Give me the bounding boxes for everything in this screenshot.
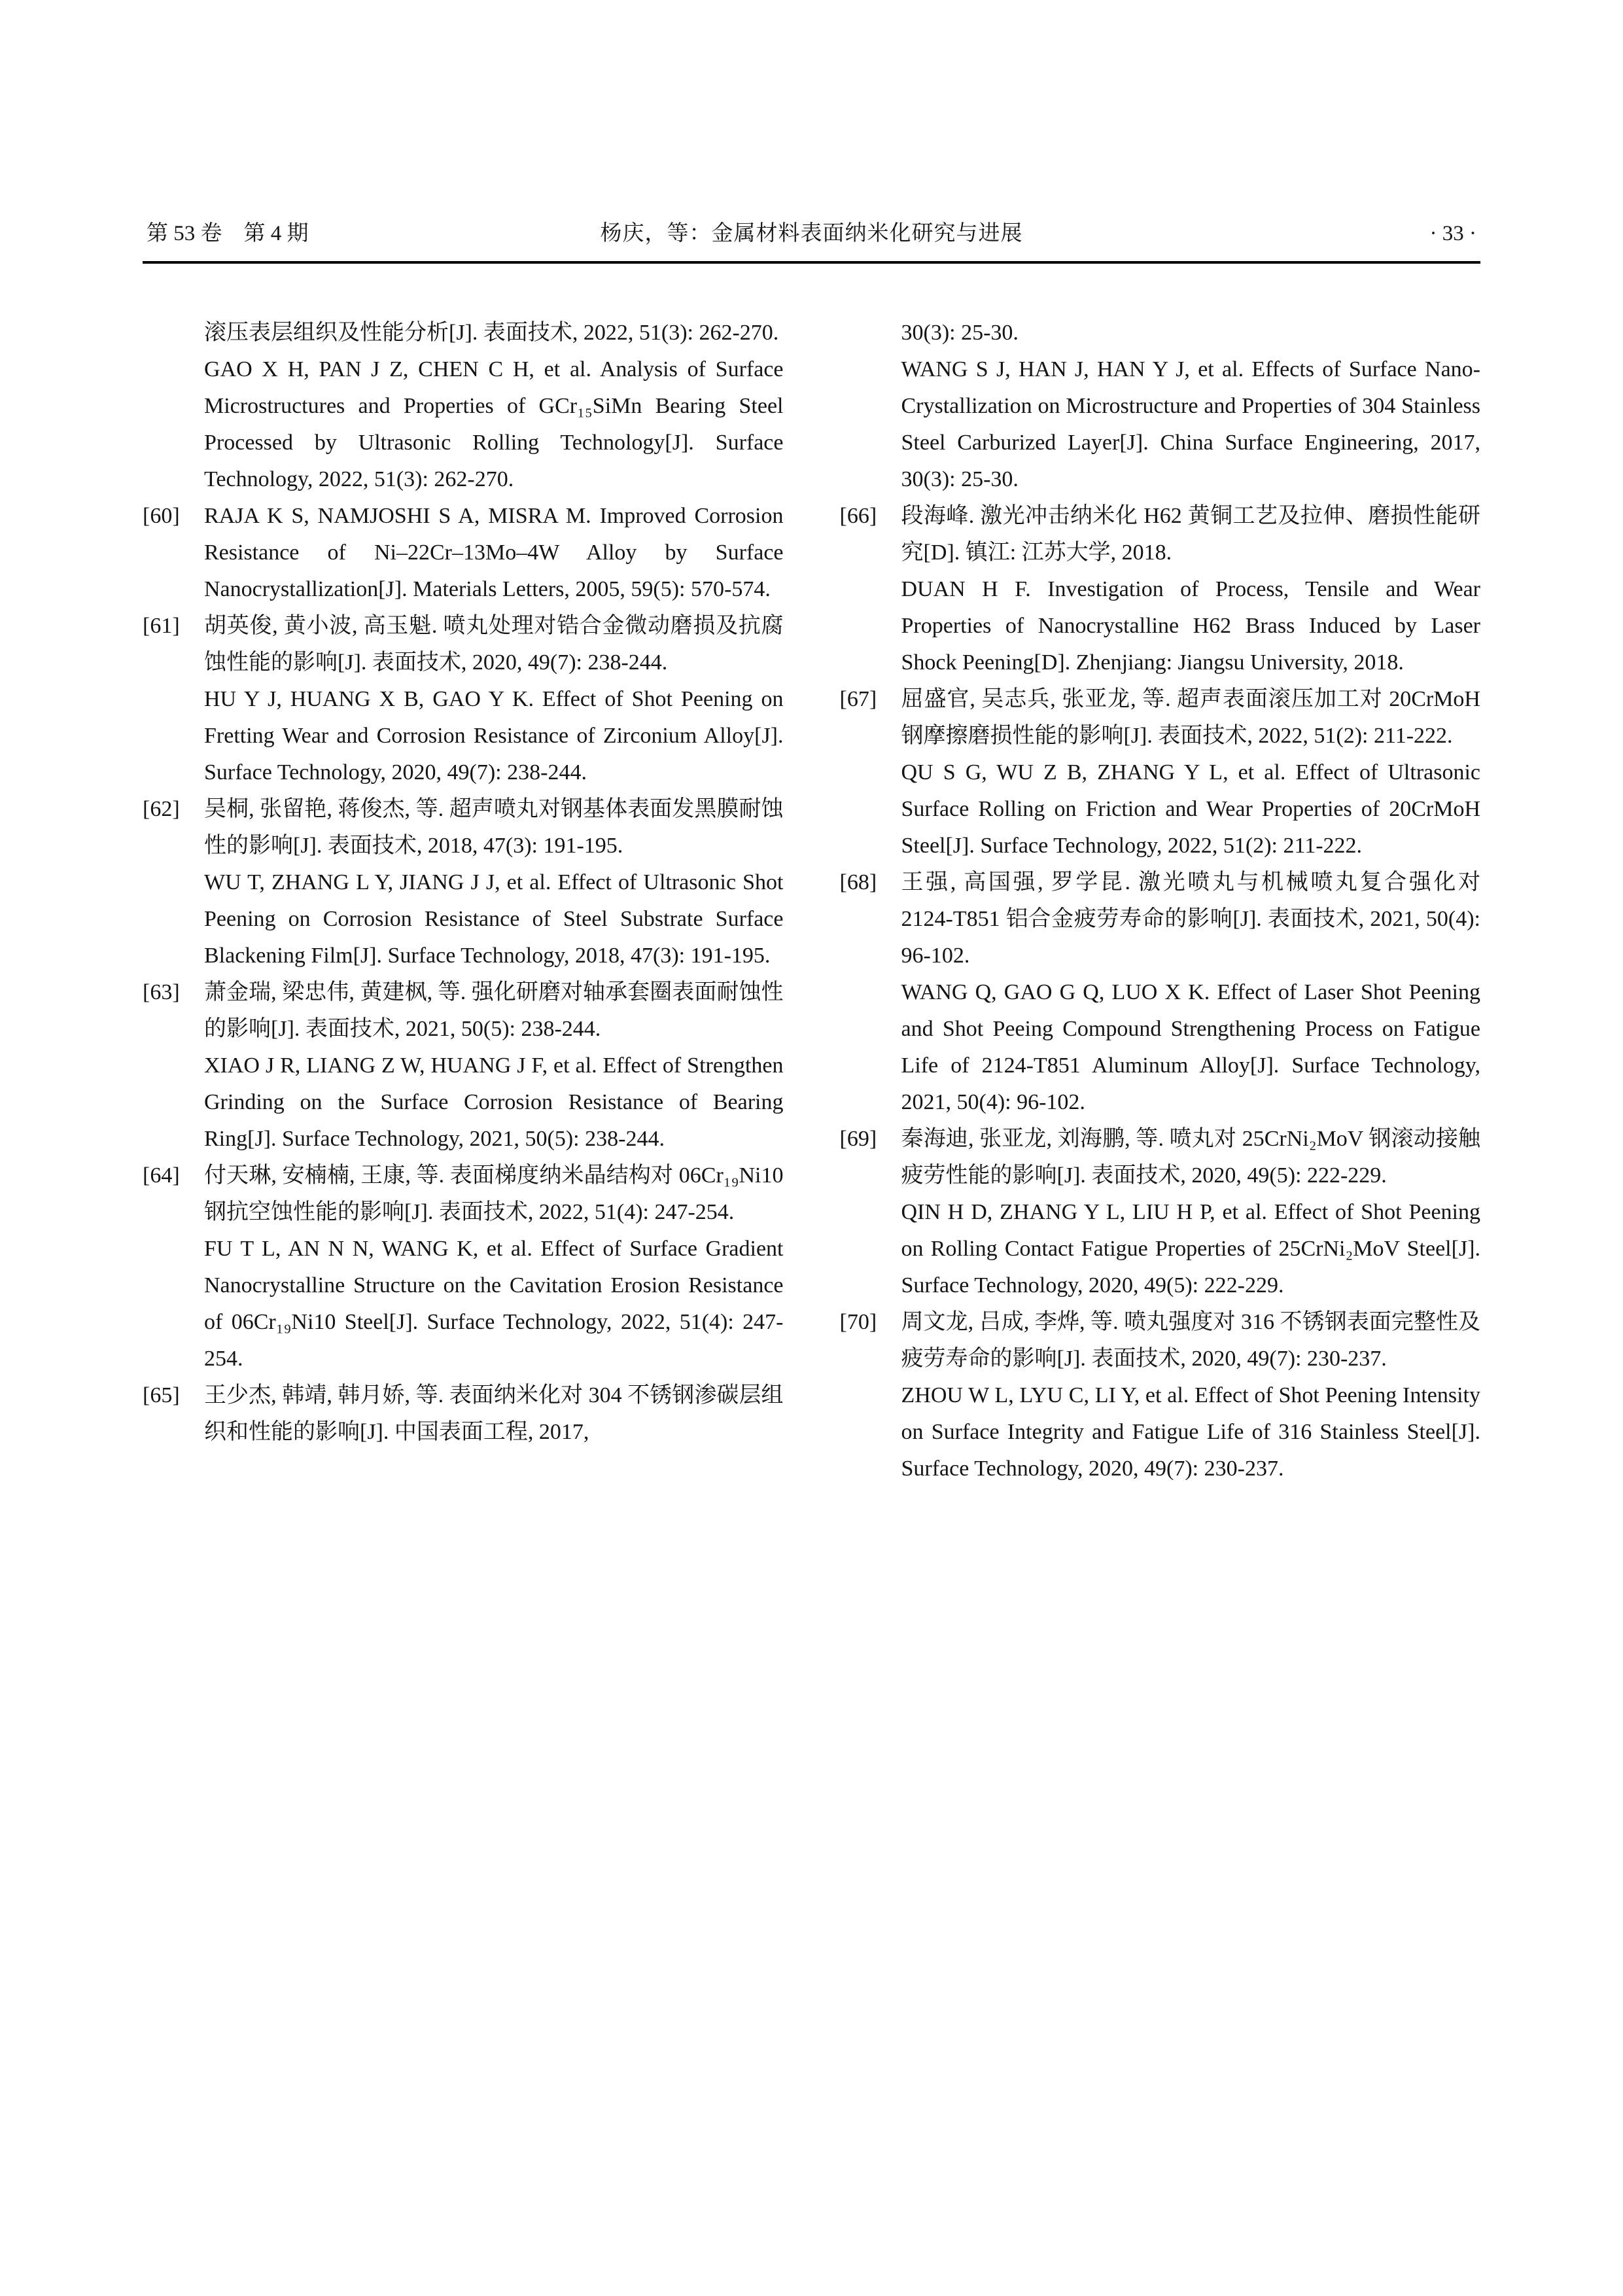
reference-item (143, 498, 784, 608)
reference-number: [61] (143, 614, 180, 638)
reference-citation: 30(3): 25-30. (901, 321, 1019, 345)
reference-number: [62] (143, 797, 180, 821)
reference-body (901, 864, 1481, 1121)
reference-number: [65] (143, 1383, 180, 1407)
reference-body (901, 1304, 1481, 1487)
reference-body (901, 498, 1481, 681)
reference-item (840, 498, 1481, 681)
reference-body (204, 498, 784, 608)
reference-citation: WU T, ZHANG L Y, JIANG J J, et al. Effect of Ultrasonic Shot Peening on Corrosion Resistance of Steel Substrate Surface Blackening Film[J]. Surface Technology, 2018, 47(3): 191-195. (204, 870, 784, 968)
reference-item (143, 1157, 784, 1377)
reference-number: [70] (839, 1310, 877, 1334)
reference-citation: QIN H D, ZHANG Y L, LIU H P, et al. Effect of Shot Peening on Rolling Contact Fatigue Properties of 25CrNi₂MoV Steel[J]. Surface Technology, 2020, 49(5): 222-229. (901, 1200, 1480, 1298)
header-rule (143, 261, 1480, 264)
reference-item (840, 1304, 1481, 1487)
reference-citation: 滚压表层组织及性能分析[J]. 表面技术, 2022, 51(3): 262-270. (204, 321, 779, 345)
reference-body (204, 315, 784, 498)
reference-item (840, 681, 1481, 864)
reference-body (204, 1157, 784, 1377)
reference-number: [66] (839, 504, 877, 528)
reference-item (143, 608, 784, 791)
reference-item (143, 315, 784, 498)
running-title: 杨庆，等：金属材料表面纳米化研究与进展 (600, 222, 1023, 245)
reference-item (143, 791, 784, 974)
reference-body (204, 974, 784, 1157)
reference-citation: 周文龙, 吕成, 李烨, 等. 喷丸强度对 316 不锈钢表面完整性及疲劳寿命的影响[J]. 表面技术, 2020, 49(7): 230-237. (901, 1310, 1480, 1371)
reference-citation: 段海峰. 激光冲击纳米化 H62 黄铜工艺及拉伸、磨损性能研究[D]. 镇江: 江苏大学, 2018. (901, 504, 1480, 565)
reference-citation: WANG S J, HAN J, HAN Y J, et al. Effects of Surface Nano-Crystallization on Microstructure and Properties of 304 Stainless Steel Carburized Layer[J]. China Surface Engineering, 2017, 30(3): 25-30. (901, 357, 1480, 491)
references-column-left (143, 315, 784, 1487)
reference-item (840, 1121, 1481, 1304)
reference-citation: 屈盛官, 吴志兵, 张亚龙, 等. 超声表面滚压加工对 20CrMoH 钢摩擦磨损性能的影响[J]. 表面技术, 2022, 51(2): 211-222. (901, 687, 1480, 748)
reference-body (204, 791, 784, 974)
reference-number: [67] (839, 687, 877, 711)
reference-citation: 秦海迪, 张亚龙, 刘海鹏, 等. 喷丸对 25CrNi₂MoV 钢滚动接触疲劳性能的影响[J]. 表面技术, 2020, 49(5): 222-229. (901, 1127, 1480, 1188)
reference-item (143, 974, 784, 1157)
page-number: · 33 · (1429, 222, 1476, 245)
reference-citation: ZHOU W L, LYU C, LI Y, et al. Effect of Shot Peening Intensity on Surface Integrity and Fatigue Life of 316 Stainless Steel[J]. Surface Technology, 2020, 49(7): 230-237. (901, 1383, 1480, 1481)
reference-citation: 王少杰, 韩靖, 韩月娇, 等. 表面纳米化对 304 不锈钢渗碳层组织和性能的影响[J]. 中国表面工程, 2017, (204, 1383, 784, 1444)
reference-citation: 萧金瑞, 梁忠伟, 黄建枫, 等. 强化研磨对轴承套圈表面耐蚀性的影响[J]. 表面技术, 2021, 50(5): 238-244. (204, 980, 784, 1041)
reference-number: [60] (143, 504, 180, 528)
reference-citation: GAO X H, PAN J Z, CHEN C H, et al. Analysis of Surface Microstructures and Properties of GCr₁₅SiMn Bearing Steel Processed by Ultrasonic Rolling Technology[J]. Surface Technology, 2022, 51(3): 262-270. (204, 357, 784, 491)
reference-number: [63] (143, 980, 180, 1004)
reference-citation: 付天琳, 安楠楠, 王康, 等. 表面梯度纳米晶结构对 06Cr₁₉Ni10 钢抗空蚀性能的影响[J]. 表面技术, 2022, 51(4): 247-254. (204, 1163, 784, 1224)
reference-number: [64] (143, 1163, 180, 1188)
reference-item (840, 315, 1481, 498)
reference-citation: 胡英俊, 黄小波, 高玉魁. 喷丸处理对锆合金微动磨损及抗腐蚀性能的影响[J]. 表面技术, 2020, 49(7): 238-244. (204, 614, 784, 675)
references-column-right (840, 315, 1481, 1487)
reference-body (901, 681, 1481, 864)
reference-citation: QU S G, WU Z B, ZHANG Y L, et al. Effect of Ultrasonic Surface Rolling on Friction and Wear Properties of 20CrMoH Steel[J]. Surface Technology, 2022, 51(2): 211-222. (901, 760, 1480, 858)
reference-body (901, 315, 1481, 498)
reference-citation: HU Y J, HUANG X B, GAO Y K. Effect of Shot Peening on Fretting Wear and Corrosion Resistance of Zirconium Alloy[J]. Surface Technology, 2020, 49(7): 238-244. (204, 687, 784, 785)
reference-item (840, 864, 1481, 1121)
reference-number: [68] (839, 870, 877, 894)
reference-body (901, 1121, 1481, 1304)
reference-citation: 王强, 高国强, 罗学昆. 激光喷丸与机械喷丸复合强化对 2124-T851 铝合金疲劳寿命的影响[J]. 表面技术, 2021, 50(4): 96-102. (901, 870, 1480, 968)
reference-citation: RAJA K S, NAMJOSHI S A, MISRA M. Improved Corrosion Resistance of Ni–22Cr–13Mo–4W Alloy by Surface Nanocrystallization[J]. Materials Letters, 2005, 59(5): 570-574. (204, 504, 784, 601)
volume-issue: 第 53 卷 第 4 期 (147, 222, 309, 245)
reference-item (143, 1377, 784, 1451)
reference-citation: XIAO J R, LIANG Z W, HUANG J F, et al. Effect of Strengthen Grinding on the Surface Corrosion Resistance of Bearing Ring[J]. Surface Technology, 2021, 50(5): 238-244. (204, 1053, 784, 1151)
references-section (143, 315, 1480, 1487)
reference-citation: FU T L, AN N N, WANG K, et al. Effect of Surface Gradient Nanocrystalline Structure on the Cavitation Erosion Resistance of 06Cr₁₉Ni10 Steel[J]. Surface Technology, 2022, 51(4): 247-254. (204, 1237, 784, 1371)
reference-number: [69] (839, 1127, 877, 1151)
reference-body (204, 1377, 784, 1451)
reference-body (204, 608, 784, 791)
page-header (143, 216, 1480, 261)
reference-citation: DUAN H F. Investigation of Process, Tensile and Wear Properties of Nanocrystalline H62 Brass Induced by Laser Shock Peening[D]. Zhenjiang: Jiangsu University, 2018. (901, 577, 1480, 675)
reference-citation: WANG Q, GAO G Q, LUO X K. Effect of Laser Shot Peening and Shot Peeing Compound Strengthening Process on Fatigue Life of 2124-T851 Aluminum Alloy[J]. Surface Technology, 2021, 50(4): 96-102. (901, 980, 1480, 1114)
reference-citation: 吴桐, 张留艳, 蒋俊杰, 等. 超声喷丸对钢基体表面发黑膜耐蚀性的影响[J]. 表面技术, 2018, 47(3): 191-195. (204, 797, 784, 858)
